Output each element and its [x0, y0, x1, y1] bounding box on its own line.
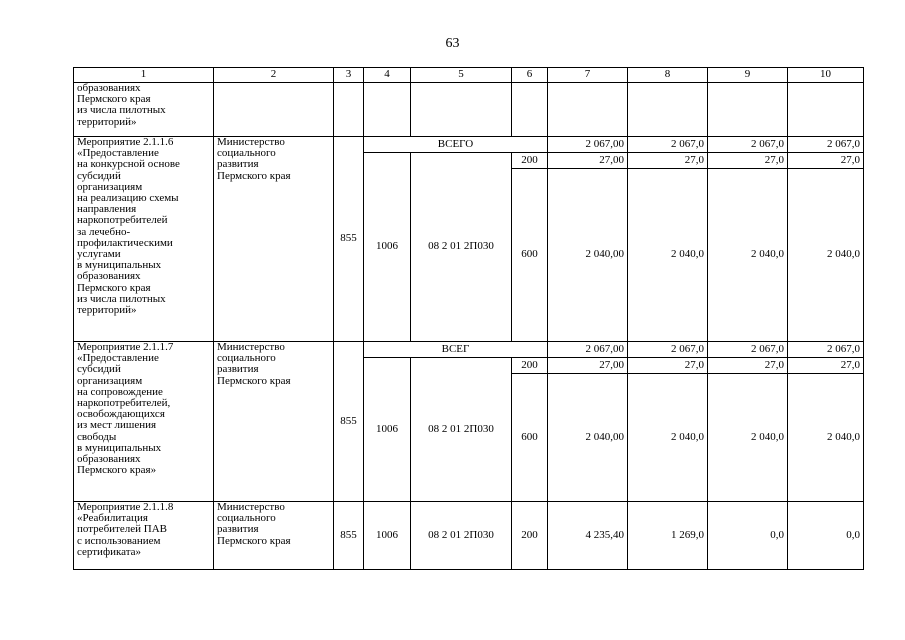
header-row: [74, 68, 864, 83]
value-cell: 1 269,0: [628, 502, 708, 570]
value-cell: 2 040,0: [628, 169, 708, 342]
header-cell: 8: [628, 68, 708, 83]
activity-name-cell: Мероприятие 2.1.1.7 «Предоставление субсидий организациям на сопровождение наркопотребителей, освобождающихся из мест лишения свободы в муниципальных образованиях Пермского края»: [74, 342, 214, 502]
value-cell: 2 040,0: [628, 374, 708, 502]
target-cell: 08 2 01 2П030: [411, 358, 512, 502]
grbs-cell: 855: [334, 342, 364, 502]
value-cell: 2 040,0: [708, 374, 788, 502]
section-cell: 1006: [364, 153, 411, 342]
activity-row: [74, 502, 864, 570]
target-cell: 08 2 01 2П030: [411, 502, 512, 570]
section-cell: 1006: [364, 358, 411, 502]
value-cell: 27,0: [788, 358, 864, 374]
value-cell: 27,0: [708, 153, 788, 169]
executor-cell: Министерство социального развития Пермского края: [214, 502, 334, 570]
activity-total-row: [74, 137, 864, 153]
value-cell: 4 235,40: [548, 502, 628, 570]
value-cell: 2 040,0: [788, 169, 864, 342]
header-cell: 2: [214, 68, 334, 83]
grbs-cell: 855: [334, 502, 364, 570]
header-cell: 9: [708, 68, 788, 83]
value-cell: 2 067,0: [788, 137, 864, 153]
value-cell: 27,00: [548, 153, 628, 169]
value-cell: 2 067,0: [708, 342, 788, 358]
value-cell: 27,00: [548, 358, 628, 374]
vr-cell: 200: [512, 502, 548, 570]
value-cell: 2 040,0: [788, 374, 864, 502]
total-label-cell: ВСЕГ: [364, 342, 548, 358]
grbs-cell: 855: [334, 137, 364, 342]
total-label-cell: ВСЕГО: [364, 137, 548, 153]
header-cell: 10: [788, 68, 864, 83]
header-cell: 5: [411, 68, 512, 83]
activity-name-cell: образованиях Пермского края из числа пилотных территорий»: [74, 83, 214, 137]
vr-cell: 600: [512, 374, 548, 502]
vr-cell: 200: [512, 153, 548, 169]
activity-name-cell: Мероприятие 2.1.1.6 «Предоставление на конкурсной основе субсидий организациям на реализацию схемы направления наркопотребителей за лечебно- профилактическими услугами в муниципальных образованиях Пермского края из числа пилотных территорий»: [74, 137, 214, 342]
value-cell: 27,0: [788, 153, 864, 169]
continuation-row: [74, 83, 864, 137]
header-cell: 7: [548, 68, 628, 83]
value-cell: 2 040,0: [708, 169, 788, 342]
header-cell: 3: [334, 68, 364, 83]
value-cell: 27,0: [628, 153, 708, 169]
header-cell: 6: [512, 68, 548, 83]
value-cell: 2 040,00: [548, 374, 628, 502]
value-cell: 0,0: [788, 502, 864, 570]
activity-total-row: [74, 342, 864, 358]
value-cell: 2 040,00: [548, 169, 628, 342]
value-cell: 27,0: [708, 358, 788, 374]
value-cell: 2 067,0: [788, 342, 864, 358]
page-number: 63: [445, 36, 460, 51]
target-cell: 08 2 01 2П030: [411, 153, 512, 342]
activity-name-cell: Мероприятие 2.1.1.8 «Реабилитация потребителей ПАВ с использованием сертификата»: [74, 502, 214, 570]
vr-cell: 200: [512, 358, 548, 374]
header-cell: 4: [364, 68, 411, 83]
value-cell: 27,0: [628, 358, 708, 374]
value-cell: 2 067,0: [628, 137, 708, 153]
value-cell: 2 067,00: [548, 137, 628, 153]
value-cell: 2 067,00: [548, 342, 628, 358]
section-cell: 1006: [364, 502, 411, 570]
header-cell: 1: [74, 68, 214, 83]
budget-table: [73, 67, 864, 570]
value-cell: 2 067,0: [628, 342, 708, 358]
executor-cell: Министерство социального развития Пермского края: [214, 342, 334, 502]
value-cell: 2 067,0: [708, 137, 788, 153]
executor-cell: Министерство социального развития Пермского края: [214, 137, 334, 342]
value-cell: 0,0: [708, 502, 788, 570]
vr-cell: 600: [512, 169, 548, 342]
